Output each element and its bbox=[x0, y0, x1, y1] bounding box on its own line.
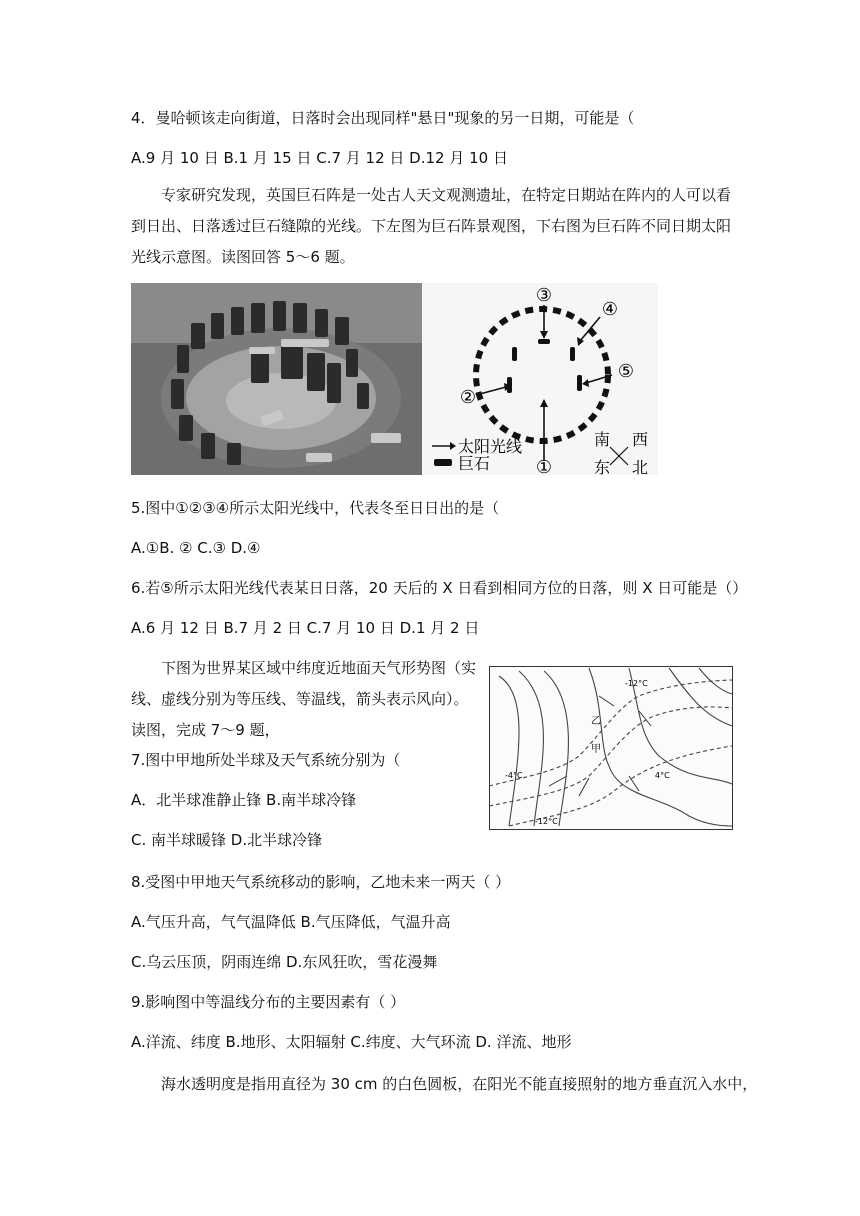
q8-stem: 8.受图中甲地天气系统移动的影响，乙地未来一两天（ ） bbox=[131, 873, 511, 891]
transparency-intro: 海水透明度是指用直径为 30 cm 的白色圆板，在阳光不能直接照射的地方垂直沉入水中， bbox=[161, 1075, 758, 1093]
temp-label: -4°C bbox=[505, 771, 523, 780]
ray-label-4: ④ bbox=[601, 299, 619, 320]
temp-label: -12°C bbox=[625, 679, 648, 688]
q4-stem: 4．曼哈顿该走向街道，日落时会出现同样"悬日"现象的另一日期，可能是（ bbox=[131, 109, 635, 127]
stonehenge-intro bbox=[131, 180, 735, 273]
q7-options-2: C. 南半球暖锋 D.北半球冷锋 bbox=[131, 831, 323, 849]
q5-stem: 5.图中①②③④所示太阳光线中，代表冬至日日出的是（ bbox=[131, 499, 500, 517]
q4-options: A.9 月 10 日 B.1 月 15 日 C.7 月 12 日 D.12 月 10 日 bbox=[131, 149, 508, 167]
weather-map bbox=[489, 666, 733, 830]
q7-options-1: A．北半球准静止锋 B.南半球冷锋 bbox=[131, 791, 357, 809]
weather-intro bbox=[131, 653, 483, 746]
q6-stem: 6.若⑤所示太阳光线代表某日日落，20 天后的 X 日看到相同方位的日落，则 X 日可能是（） bbox=[131, 579, 748, 597]
temp-label: 4°C bbox=[655, 771, 670, 780]
stonehenge-intro-text: 专家研究发现，英国巨石阵是一处古人天文观测遗址，在特定日期站在阵内的人可以看到日出、日落透过巨石缝隙的光线。下左图为巨石阵景观图，下右图为巨石阵不同日期太阳光线示意图。读图回答 5～6 题。 bbox=[131, 186, 732, 266]
compass-west: 西 bbox=[631, 430, 649, 449]
q8-options-1: A.气压升高，气气温降低 B.气压降低，气温升高 bbox=[131, 913, 451, 931]
place-jia-label: 甲 bbox=[591, 744, 601, 755]
ray-label-1: ① bbox=[535, 457, 553, 475]
q6-options: A.6 月 12 日 B.7 月 2 日 C.7 月 10 日 D.1 月 2 日 bbox=[131, 619, 480, 637]
place-yi-label: 乙 bbox=[591, 716, 601, 727]
ray-label-2: ② bbox=[459, 387, 477, 408]
ray-label-5: ⑤ bbox=[617, 361, 635, 382]
q8-options-2: C.乌云压顶，阴雨连绵 D.东风狂吹，雪花漫舞 bbox=[131, 953, 438, 971]
legend-stone-label: 巨石 bbox=[458, 454, 491, 473]
compass-south: 南 bbox=[593, 430, 611, 449]
q9-stem: 9.影响图中等温线分布的主要因素有（ ） bbox=[131, 993, 406, 1011]
legend-ray-label: 太阳光线 bbox=[458, 437, 523, 456]
temp-label: -12°C bbox=[535, 817, 558, 826]
weather-intro-text: 下图为世界某区域中纬度近地面天气形势图（实线、虚线分别为等压线、等温线，箭头表示风向）。读图，完成 7～9 题， bbox=[131, 659, 477, 739]
sun-ray-diagram bbox=[422, 283, 658, 475]
stonehenge-photo bbox=[131, 283, 422, 475]
q5-options: A.①B. ② C.③ D.④ bbox=[131, 539, 261, 557]
ray-label-3: ③ bbox=[535, 285, 553, 306]
q7-stem: 7.图中甲地所处半球及天气系统分别为（ bbox=[131, 751, 401, 769]
q9-options: A.洋流、纬度 B.地形、太阳辐射 C.纬度、大气环流 D. 洋流、地形 bbox=[131, 1033, 572, 1051]
compass-east: 东 bbox=[593, 458, 611, 475]
compass-north: 北 bbox=[631, 458, 649, 475]
